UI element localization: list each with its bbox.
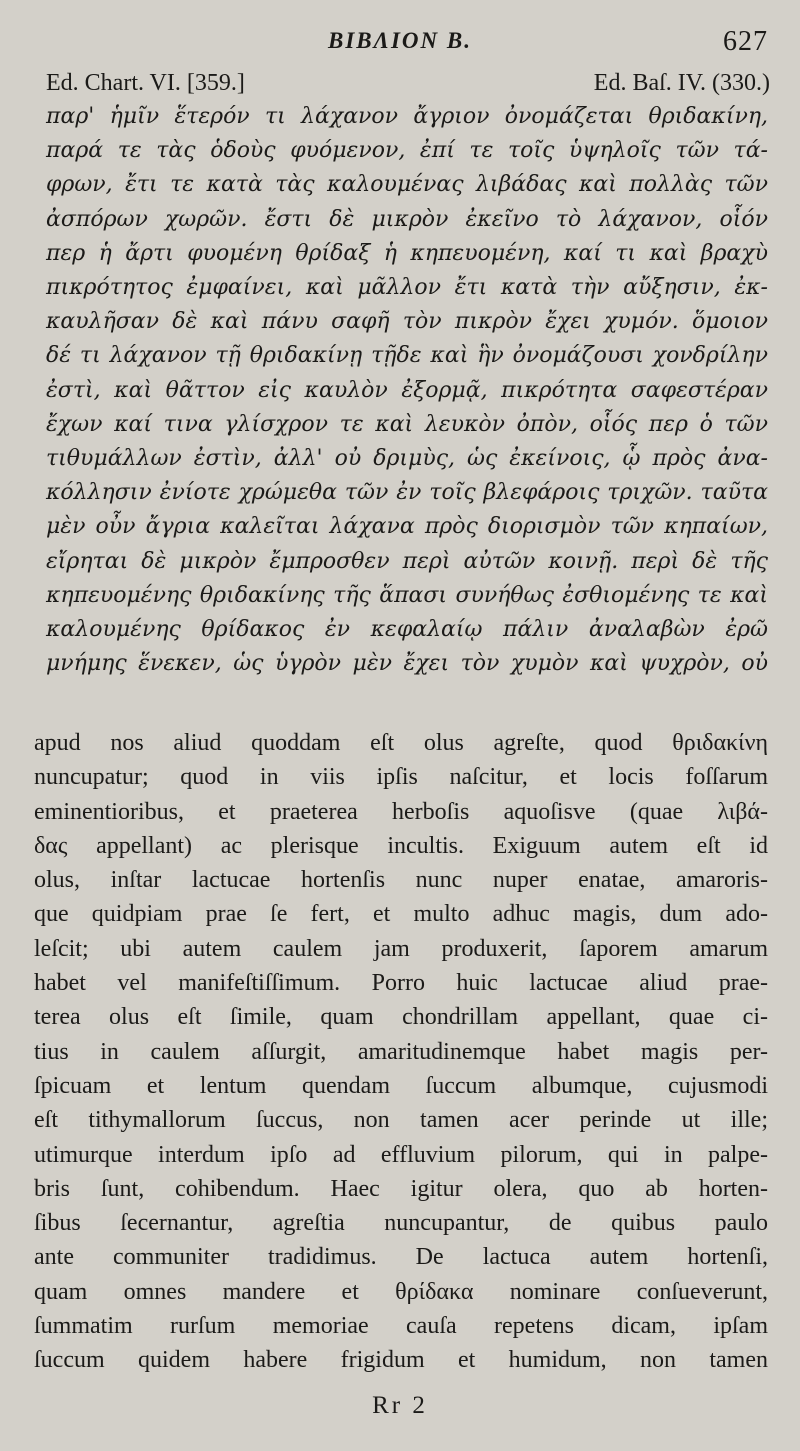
latin-line: leſcit; ubi autem caulem jam produxerit, ſaporem amarum: [34, 935, 768, 962]
greek-line: ἀσπόρων χωρῶν. ἔστι δὲ μικρὸν ἐκεῖνο τὸ λάχανον, οἷόν: [46, 206, 768, 232]
greek-line: φρων, ἔτι τε κατὰ τὰς καλουμένας λιβάδας καὶ πολλὰς τῶν: [46, 172, 768, 198]
latin-line: bris ſunt, cohibendum. Haec igitur olera, quo ab horten-: [34, 1175, 768, 1202]
latin-line: olus, inſtar lactucae hortenſis nunc nuper enatae, amaroris-: [34, 867, 768, 894]
greek-line: δέ τι λάχανον τῇ θριδακίνῃ τῇδε καὶ ἣν ὀνομάζουσι χονδρίλην: [46, 343, 768, 369]
latin-line: eminentioribus, et praeterea herboſis aquoſisve (quae λιβά-: [34, 798, 768, 825]
edition-basel-reference: Ed. Baſ. IV. (330.): [593, 70, 770, 96]
page-number: 627: [723, 26, 768, 57]
greek-line: μνήμης ἕνεκεν, ὡς ὑγρὸν μὲν ἔχει τὸν χυμὸν καὶ ψυχρὸν, οὐ: [46, 651, 768, 677]
greek-line: παρά τε τὰς ὁδοὺς φυόμενον, ἐπί τε τοῖς ὑψηλοῖς τῶν τά-: [46, 138, 768, 164]
printer-signature-mark: Rr 2: [372, 1392, 428, 1419]
edition-chart-reference: Ed. Chart. VI. [359.]: [46, 70, 245, 96]
running-head: BIBΛΙΟΝ B.: [328, 28, 472, 53]
latin-line: ſuccum quidem habere frigidum et humidum, non tamen: [34, 1347, 768, 1374]
greek-line: ἐστὶ, καὶ θᾶττον εἰς καυλὸν ἐξορμᾷ, πικρότητα σαφεστέραν: [46, 377, 768, 403]
latin-line: utimurque interdum ipſo ad effluvium pilorum, qui in palpe-: [34, 1141, 768, 1168]
greek-line: πικρότητος ἐμφαίνει, καὶ μᾶλλον ἔτι κατὰ τὴν αὔξησιν, ἐκ-: [46, 275, 768, 301]
latin-line: ante communiter tradidimus. De lactuca autem hortenſi,: [34, 1244, 768, 1271]
latin-line: tius in caulem aſſurgit, amaritudinemque habet magis per-: [34, 1038, 768, 1065]
latin-text-block: [34, 726, 768, 1378]
latin-line: ſibus ſecernantur, agreſtia nuncupantur, de quibus paulo: [34, 1210, 768, 1237]
latin-line: nuncupatur; quod in viis ipſis naſcitur, et locis foſſarum: [34, 764, 768, 791]
greek-line: κόλλησιν ἐνίοτε χρώμεθα τῶν ἐν τοῖς βλεφάροις τριχῶν. ταῦτα: [46, 480, 768, 506]
latin-line: ſpicuam et lentum quendam ſuccum albumque, cujusmodi: [34, 1072, 768, 1099]
latin-line: habet vel manifeſtiſſimum. Porro huic lactucae aliud prae-: [34, 970, 768, 997]
greek-line: τιθυμάλλων ἐστὶν, ἀλλ' οὐ δριμὺς, ὡς ἐκείνοις, ᾧ πρὸς ἀνα-: [46, 446, 768, 472]
greek-text-block: [46, 100, 768, 681]
edition-references: [46, 70, 770, 97]
greek-line: καυλῆσαν δὲ καὶ πάνυ σαφῆ τὸν πικρὸν ἔχει χυμόν. ὅμοιον: [46, 309, 768, 335]
greek-line: περ ἡ ἄρτι φυομένη θρίδαξ ἡ κηπευομένη, καί τι καὶ βραχὺ: [46, 240, 768, 266]
greek-line: ἔχων καί τινα γλίσχρον τε καὶ λευκὸν ὀπὸν, οἷός περ ὁ τῶν: [46, 411, 768, 437]
greek-line: μὲν οὖν ἄγρια καλεῖται λάχανα πρὸς διορισμὸν τῶν κηπαίων,: [46, 514, 768, 540]
latin-line: que quidpiam prae ſe fert, et multo adhuc magis, dum ado-: [34, 901, 768, 928]
greek-line: παρ' ἡμῖν ἕτερόν τι λάχανον ἄγριον ὀνομάζεται θριδακίνη,: [46, 104, 768, 129]
greek-line: καλουμένης θρίδακος ἐν κεφαλαίῳ πάλιν ἀναλαβὼν ἐρῶ: [46, 617, 768, 643]
latin-line: apud nos aliud quoddam eſt olus agreſte, quod θριδακίνη: [34, 730, 768, 756]
latin-line: terea olus eſt ſimile, quam chondrillam appellant, quae ci-: [34, 1004, 768, 1031]
latin-line: eſt tithymallorum ſuccus, non tamen acer perinde ut ille;: [34, 1107, 768, 1134]
latin-line: ſummatim rurſum memoriae cauſa repetens dicam, ipſam: [34, 1313, 768, 1340]
greek-line: εἴρηται δὲ μικρὸν ἔμπροσθεν περὶ αὐτῶν κοινῇ. περὶ δὲ τῆς: [46, 548, 768, 574]
greek-line: κηπευομένης θριδακίνης τῆς ἅπασι συνήθως ἐσθιομένης τε καὶ: [46, 582, 768, 608]
latin-line: quam omnes mandere et θρίδακα nominare conſueverunt,: [34, 1278, 768, 1305]
latin-line: δας appellant) ac plerisque incultis. Exiguum autem eſt id: [34, 832, 768, 859]
